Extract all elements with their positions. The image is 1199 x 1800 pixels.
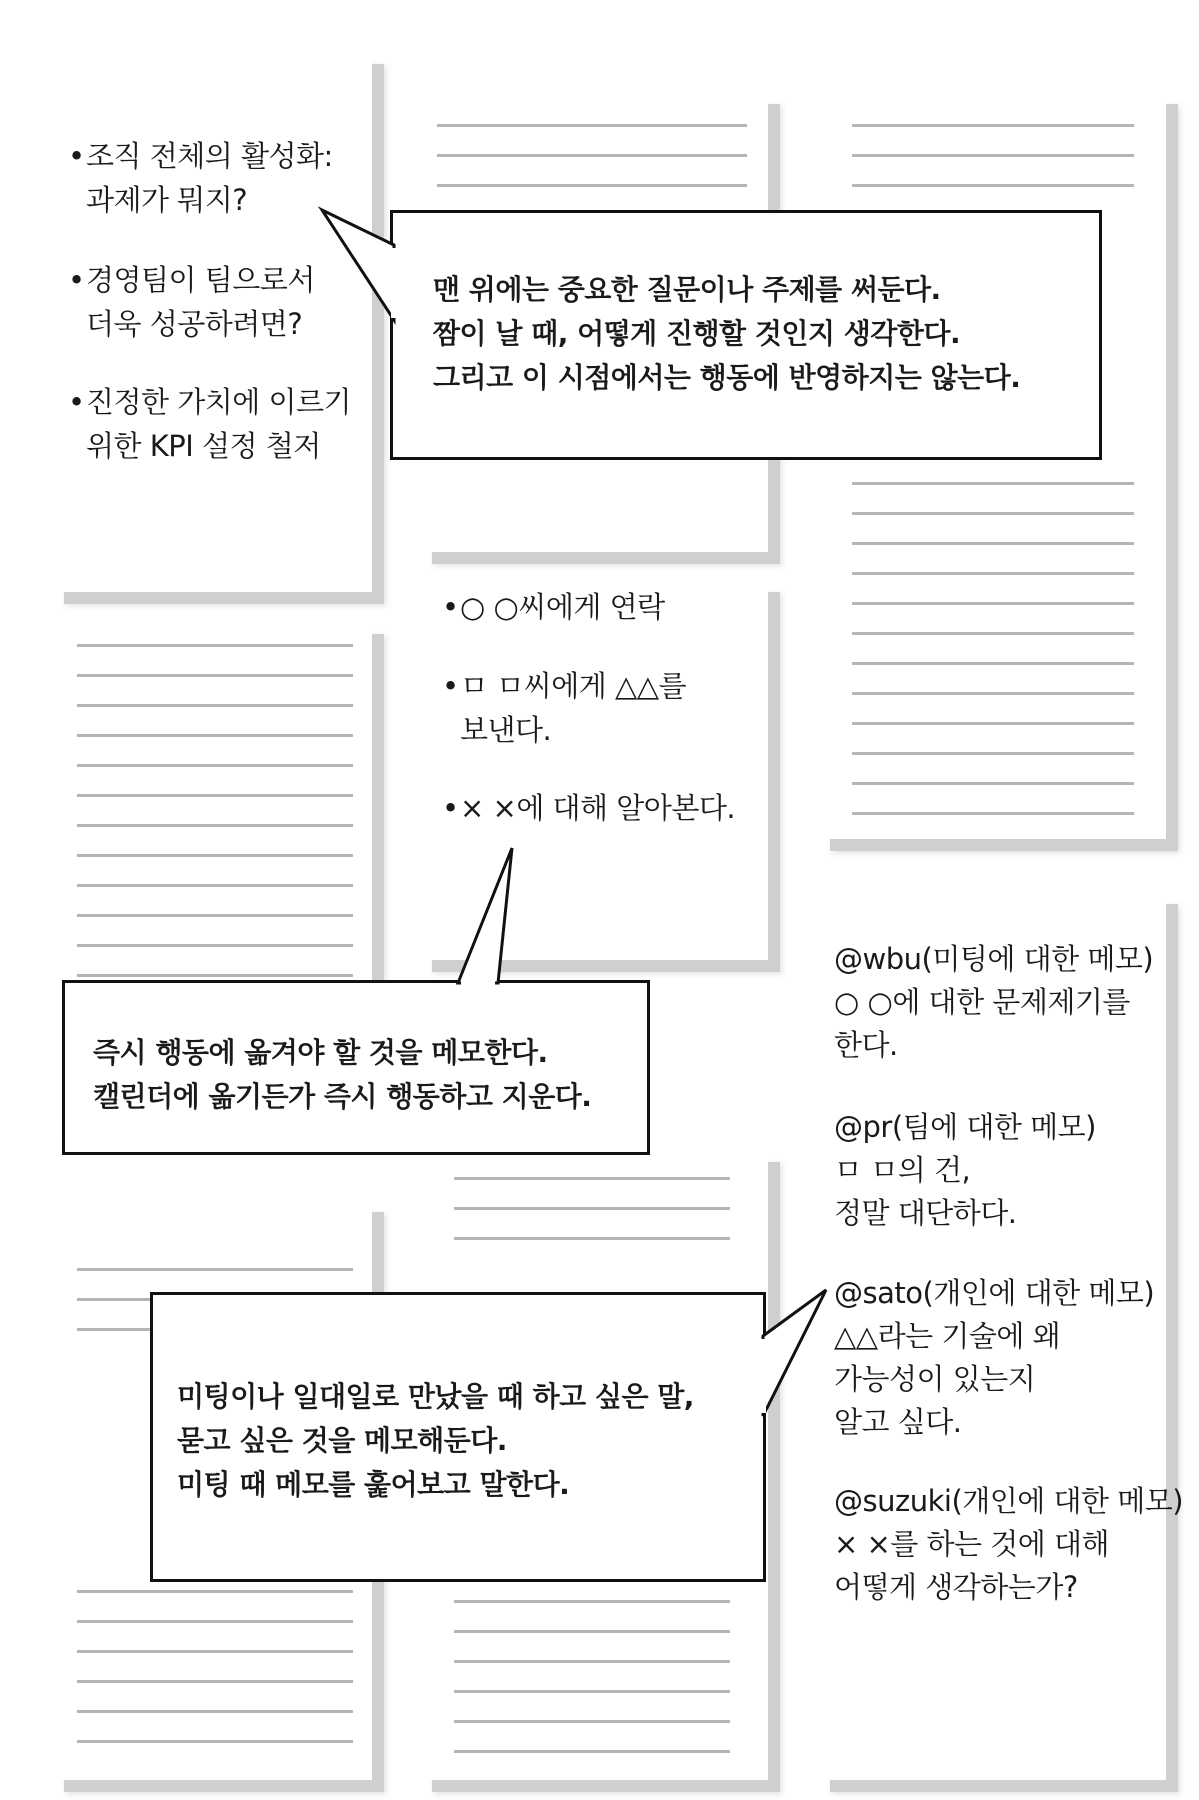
question-item-1: •조직 전체의 활성화: 과제가 뭐지? (68, 139, 333, 217)
memo-note-sato: @sato(개인에 대한 메모) △△라는 기술에 왜 가능성이 있는지 알고 싶다. (834, 1276, 1155, 1439)
callout-middle: 즉시 행동에 옮겨야 할 것을 메모한다. 캘린더에 옮기든가 즉시 행동하고 지운다. (62, 980, 650, 1155)
callout-top: 맨 위에는 중요한 질문이나 주제를 써둔다. 짬이 날 때, 어떻게 진행할 것인지 생각한다. 그리고 이 시점에서는 행동에 반영하지는 않는다. (390, 210, 1102, 460)
ruled-lines (852, 124, 1134, 194)
card-lined-top-right (818, 92, 1166, 839)
ruled-lines (77, 1590, 353, 1770)
ruled-lines (437, 124, 747, 194)
ruled-lines (852, 482, 1134, 822)
ruled-lines (454, 1177, 730, 1247)
callout-bottom-tail (763, 1290, 826, 1416)
action-item-2: •ㅁ ㅁ씨에게 △△를 보낸다. (442, 669, 687, 747)
action-item-3: •× ×에 대해 알아본다. (442, 791, 736, 825)
callout-bottom: 미팅이나 일대일로 만났을 때 하고 싶은 말, 묻고 싶은 것을 메모해둔다. 미팅 때 메모를 훑어보고 말한다. (150, 1292, 766, 1582)
memo-note-wbu: @wbu(미팅에 대한 메모) ○ ○에 대한 문제제기를 한다. (834, 942, 1154, 1062)
question-item-2: •경영팀이 팀으로서 더욱 성공하려면? (68, 263, 315, 341)
question-item-3: •진정한 가치에 이르기 위한 KPI 설정 철저 (68, 385, 352, 463)
ruled-lines (454, 1600, 730, 1760)
card-actions (420, 580, 768, 960)
memo-note-pr: @pr(팀에 대한 메모) ㅁ ㅁ의 건, 정말 대단하다. (834, 1110, 1096, 1230)
ruled-lines (77, 644, 353, 984)
memo-note-suzuki: @suzuki(개인에 대한 메모) × ×를 하는 것에 대해 어떻게 생각하는가? (834, 1484, 1184, 1604)
action-item-1: •○ ○씨에게 연락 (442, 590, 665, 624)
